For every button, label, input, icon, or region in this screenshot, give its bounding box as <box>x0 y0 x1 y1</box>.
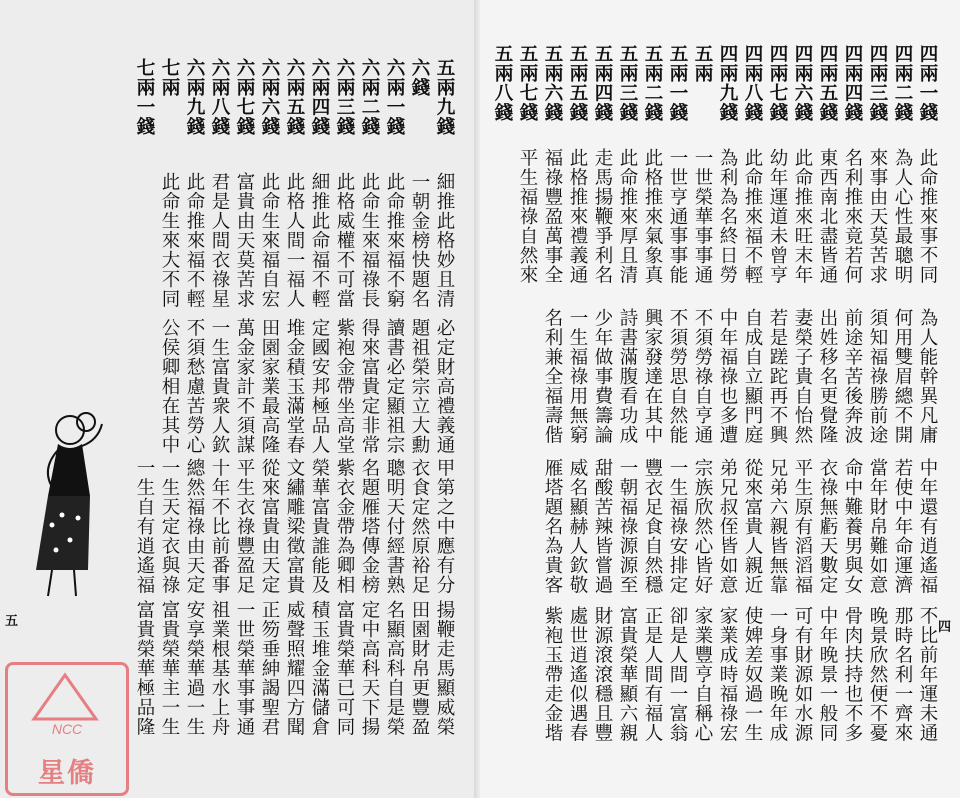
verse-line: 兄弟六親皆無靠 <box>767 458 788 595</box>
verse-line: 紫袍金帶坐高堂 <box>334 318 355 455</box>
verse-line: 福祿豐盈萬事全 <box>542 148 563 285</box>
verse-line: 卻是人間一富翁 <box>667 606 688 743</box>
verse-line: 不須愁慮苦勞心 <box>184 318 205 455</box>
weight-heading: 四兩一錢 <box>917 44 938 122</box>
verse-line: 此命生來福祿長 <box>359 172 380 309</box>
verse-line: 祖業根基水上舟 <box>209 600 230 737</box>
right-top-block <box>515 148 940 285</box>
cartoon-figure-illustration <box>18 400 118 600</box>
verse-line: 十年不比前番事 <box>209 458 230 595</box>
verse-line: 此命推來事不同 <box>917 148 938 285</box>
verse-line: 此命推來福不輕 <box>742 148 763 285</box>
verse-line: 揚鞭走馬顯威榮 <box>434 600 455 737</box>
verse-line: 宗族欣然心皆好 <box>692 458 713 595</box>
verse-line: 定國安邦極品人 <box>309 318 330 455</box>
verse-line: 前途辛苦後奔波 <box>842 308 863 445</box>
verse-line: 積玉堆金滿儲倉 <box>309 600 330 737</box>
verse-line: 何用雙眉總不開 <box>892 308 913 445</box>
weight-heading: 四兩二錢 <box>892 44 913 122</box>
left-lower-block <box>132 458 457 595</box>
verse-line: 命中難養男與女 <box>842 458 863 595</box>
verse-line: 興家發達在其中 <box>642 308 663 445</box>
verse-line: 此命推來福不窮 <box>384 172 405 309</box>
verse-line: 平生原有滔滔福 <box>792 458 813 595</box>
verse-line: 聰明天付經書熟 <box>384 458 405 595</box>
verse-line: 文繡雕梁徵富貴 <box>284 458 305 595</box>
verse-line: 正是人間有福人 <box>642 606 663 743</box>
verse-line: 不須勞祿自亨通 <box>692 308 713 445</box>
verse-line: 中年還有逍遙福 <box>917 458 938 595</box>
verse-line: 此格威權不可當 <box>334 172 355 309</box>
right-headings-row <box>490 44 940 122</box>
left-page-number: 五 <box>5 614 19 629</box>
verse-line: 必定財高禮義通 <box>434 318 455 455</box>
verse-line: 田園家業最高隆 <box>259 318 280 455</box>
verse-line: 一朝金榜快題名 <box>409 172 430 309</box>
right-middle-block <box>540 308 940 445</box>
verse-line: 可有財源如水源 <box>792 606 813 743</box>
weight-heading: 六兩一錢 <box>384 58 405 136</box>
right-bottom-block <box>540 606 940 743</box>
stamp-name-text: 星僑 <box>38 758 96 789</box>
right-page-number: 四 <box>938 620 952 635</box>
verse-line: 富貴榮華顯六親 <box>617 606 638 743</box>
verse-line: 安享榮華過一生 <box>184 600 205 737</box>
verse-line: 東西南北盡皆通 <box>817 148 838 285</box>
weight-heading: 四兩九錢 <box>717 44 738 122</box>
verse-line: 若是蹉跎再不興 <box>767 308 788 445</box>
verse-line: 題祖榮宗立大勳 <box>409 318 430 455</box>
verse-line: 為利為名終日勞 <box>717 148 738 285</box>
verse-line: 不須勞思自然能 <box>667 308 688 445</box>
weight-heading: 五兩四錢 <box>592 44 613 122</box>
left-bottom-block <box>132 600 457 737</box>
verse-line: 一朝福祿源源至 <box>617 458 638 595</box>
verse-line: 一生自有逍遙福 <box>134 458 155 595</box>
verse-line: 詩書滿腹看功成 <box>617 308 638 445</box>
verse-line: 甜酸苦辣皆嘗過 <box>592 458 613 595</box>
verse-line: 平生衣祿豐盈足 <box>234 458 255 595</box>
weight-heading: 六兩九錢 <box>184 58 205 136</box>
weight-heading: 五兩三錢 <box>617 44 638 122</box>
verse-line: 走馬揚鞭爭利名 <box>592 148 613 285</box>
verse-line: 一生天定衣與祿 <box>159 458 180 595</box>
verse-line: 從來富貴由天定 <box>259 458 280 595</box>
weight-heading: 四兩四錢 <box>842 44 863 122</box>
verse-line: 中年福祿也多遭 <box>717 308 738 445</box>
verse-line: 雁塔題名為貴客 <box>542 458 563 595</box>
verse-line: 富貴榮華已可同 <box>334 600 355 737</box>
verse-line: 一世榮華事事通 <box>234 600 255 737</box>
verse-line: 得來富貴定非常 <box>359 318 380 455</box>
weight-heading: 五兩八錢 <box>492 44 513 122</box>
weight-heading: 六錢 <box>409 58 430 97</box>
verse-line: 此格推來氣象真 <box>642 148 663 285</box>
weight-heading: 四兩六錢 <box>792 44 813 122</box>
weight-heading: 四兩八錢 <box>742 44 763 122</box>
weight-heading: 六兩五錢 <box>284 58 305 136</box>
verse-line: 此格推來禮義通 <box>567 148 588 285</box>
weight-heading: 四兩五錢 <box>817 44 838 122</box>
verse-line: 讀書必定顯祖宗 <box>384 318 405 455</box>
verse-line: 幼年運道未曾亨 <box>767 148 788 285</box>
verse-line: 此命推來厚且清 <box>617 148 638 285</box>
right-page <box>480 0 960 798</box>
stamp-latin-text: NCC <box>51 721 83 737</box>
verse-line: 富貴榮華主一生 <box>159 600 180 737</box>
verse-line: 妻榮子貴自怡然 <box>792 308 813 445</box>
verse-line: 此命生來福自宏 <box>259 172 280 309</box>
verse-line: 定中高科天下揚 <box>359 600 380 737</box>
verse-line: 為人能幹異凡庸 <box>917 308 938 445</box>
weight-heading: 六兩二錢 <box>359 58 380 136</box>
verse-line: 細推此命福不輕 <box>309 172 330 309</box>
verse-line: 處世逍遙似遇春 <box>567 606 588 743</box>
verse-line: 來事由天莫苦求 <box>867 148 888 285</box>
verse-line: 公侯卿相在其中 <box>159 318 180 455</box>
verse-line: 一世榮華事事通 <box>692 148 713 285</box>
weight-heading: 六兩八錢 <box>209 58 230 136</box>
verse-line: 若使中年命運濟 <box>892 458 913 595</box>
verse-line: 從來富貴人親近 <box>742 458 763 595</box>
verse-line: 中年晚景一般同 <box>817 606 838 743</box>
verse-line: 晚景欣然便不憂 <box>867 606 888 743</box>
verse-line: 家業成時福祿宏 <box>717 606 738 743</box>
verse-line: 為人心性最聰明 <box>892 148 913 285</box>
verse-line: 君是人間衣祿星 <box>209 172 230 309</box>
verse-line: 萬金家計不須謀 <box>234 318 255 455</box>
left-headings-row <box>132 58 457 136</box>
verse-line: 榮華富貴誰能及 <box>309 458 330 595</box>
verse-line: 甲第之中應有分 <box>434 458 455 595</box>
verse-line: 細推此格妙且清 <box>434 172 455 309</box>
verse-line: 平生福祿自然來 <box>517 148 538 285</box>
weight-heading: 五兩二錢 <box>642 44 663 122</box>
weight-heading: 七兩 <box>159 58 180 97</box>
weight-heading: 五兩 <box>692 44 713 83</box>
verse-line: 一生福祿安排定 <box>667 458 688 595</box>
left-top-block <box>157 172 457 309</box>
verse-line: 一生富貴衆人欽 <box>209 318 230 455</box>
right-lower-block <box>540 458 940 595</box>
verse-line: 名利兼全福壽偕 <box>542 308 563 445</box>
verse-line: 少年做事費籌論 <box>592 308 613 445</box>
verse-line: 家業豐亨自稱心 <box>692 606 713 743</box>
verse-line: 田園財帛更豐盈 <box>409 600 430 737</box>
verse-line: 自成自立顯門庭 <box>742 308 763 445</box>
verse-line: 骨肉扶持也不多 <box>842 606 863 743</box>
weight-heading: 六兩六錢 <box>259 58 280 136</box>
verse-line: 財源滾滾穩且豐 <box>592 606 613 743</box>
ncc-seal-stamp <box>5 662 129 796</box>
verse-line: 那時名利一齊來 <box>892 606 913 743</box>
verse-line: 豐衣足食自然穩 <box>642 458 663 595</box>
verse-line: 名題雁塔傳金榜 <box>359 458 380 595</box>
verse-line: 名利推來竟若何 <box>842 148 863 285</box>
verse-line: 富貴榮華極品隆 <box>134 600 155 737</box>
weight-heading: 五兩七錢 <box>517 44 538 122</box>
weight-heading: 六兩三錢 <box>334 58 355 136</box>
left-middle-block <box>157 318 457 455</box>
verse-line: 此命推來旺末年 <box>792 148 813 285</box>
verse-line: 總然福祿由天定 <box>184 458 205 595</box>
weight-heading: 六兩四錢 <box>309 58 330 136</box>
verse-line: 一身事業晚年成 <box>767 606 788 743</box>
verse-line: 名顯高科自是榮 <box>384 600 405 737</box>
verse-line: 紫袍玉帶走金堦 <box>542 606 563 743</box>
verse-line: 正笏垂紳謁聖君 <box>259 600 280 737</box>
verse-line: 威聲照耀四方聞 <box>284 600 305 737</box>
verse-line: 使婢差奴過一生 <box>742 606 763 743</box>
verse-line: 弟兄叔侄皆如意 <box>717 458 738 595</box>
weight-heading: 五兩一錢 <box>667 44 688 122</box>
weight-heading: 五兩五錢 <box>567 44 588 122</box>
weight-heading: 四兩三錢 <box>867 44 888 122</box>
weight-heading: 四兩七錢 <box>767 44 788 122</box>
verse-line: 威名顯赫人欽敬 <box>567 458 588 595</box>
weight-heading: 五兩六錢 <box>542 44 563 122</box>
weight-heading: 六兩七錢 <box>234 58 255 136</box>
verse-line: 當年財帛難如意 <box>867 458 888 595</box>
verse-line: 紫衣金帶為卿相 <box>334 458 355 595</box>
verse-line: 不比前年運未通 <box>917 606 938 743</box>
verse-line: 一世亨通事事能 <box>667 148 688 285</box>
verse-line: 須知福祿勝前途 <box>867 308 888 445</box>
verse-line: 一生福祿用無窮 <box>567 308 588 445</box>
verse-line: 富貴由天莫苦求 <box>234 172 255 309</box>
triangle-emblem-icon <box>30 671 100 723</box>
verse-line: 此命生來大不同 <box>159 172 180 309</box>
verse-line: 堆金積玉滿堂春 <box>284 318 305 455</box>
verse-line: 此命推來福不輕 <box>184 172 205 309</box>
verse-line: 衣祿無虧天數定 <box>817 458 838 595</box>
weight-heading: 五兩九錢 <box>434 58 455 136</box>
verse-line: 出姓移名更覺隆 <box>817 308 838 445</box>
weight-heading: 七兩一錢 <box>134 58 155 136</box>
verse-line: 衣食定然原裕足 <box>409 458 430 595</box>
verse-line: 此格人間一福人 <box>284 172 305 309</box>
